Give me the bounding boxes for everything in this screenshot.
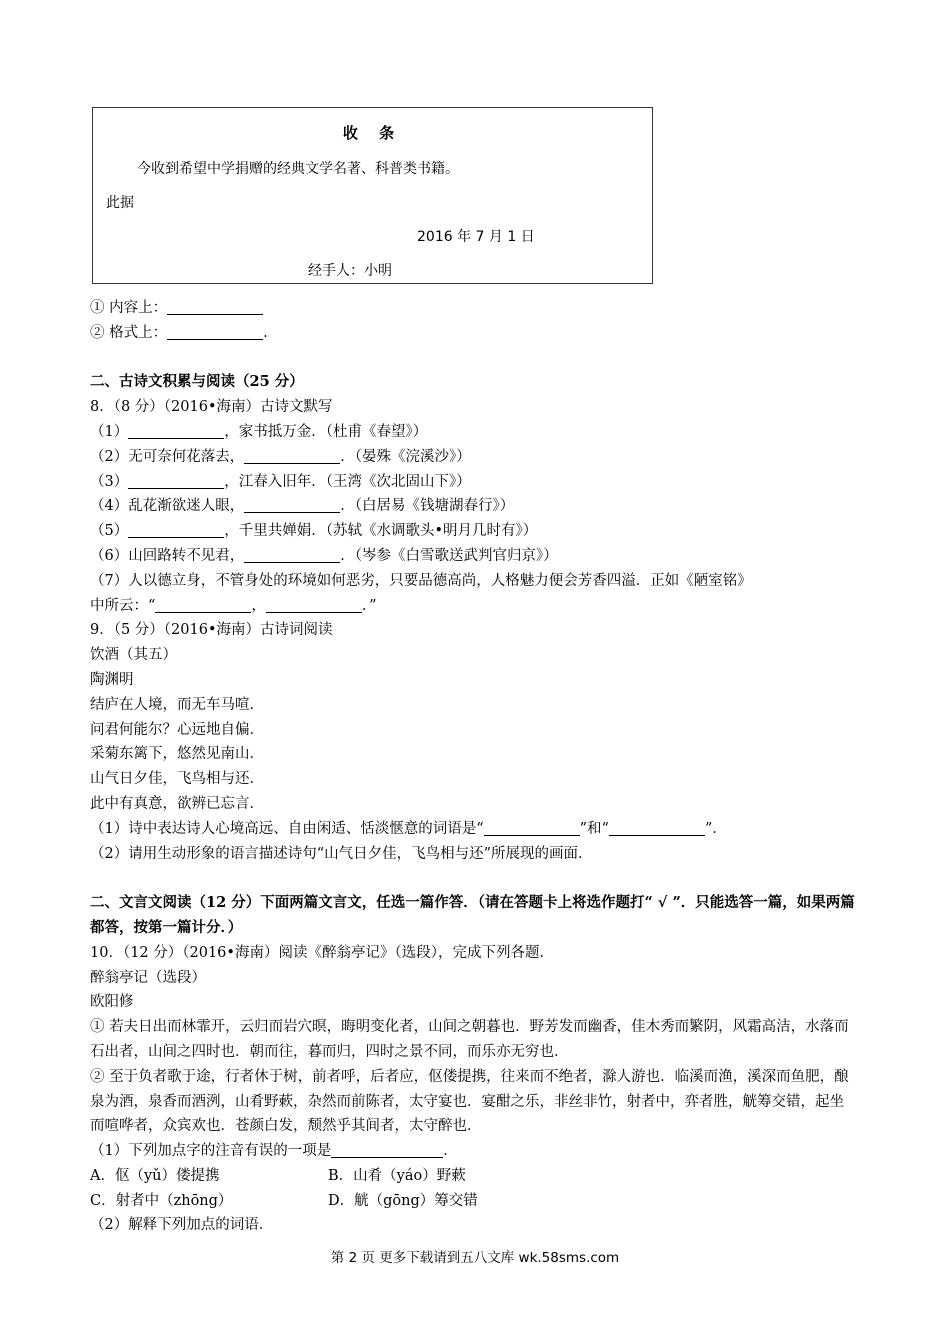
- text-author: 欧阳修: [90, 994, 134, 1011]
- answer-blank[interactable]: [266, 596, 362, 613]
- text-paragraph-2: ② 至于负者歌于途，行者休于树，前者呼，后者应，伛偻提携，往来而不绝者，滁人游也．临溪而渔，溪深而鱼肥，酿泉为酒，泉香而酒洌，山肴野蔌，杂然而前陈者，太守宴也．宴酣之乐，非丝非竹，射者中，弈者胜，觥筹交错，起坐而喧哗者，众宾欢也．苍颜白发，颓然乎其间者，太守醉也．: [90, 1068, 849, 1135]
- q9-sub-2: （2）请用生动形象的语言描述诗句“山气日夕佳，飞鸟相与还”所展现的画面．: [90, 845, 593, 862]
- question-9-title: 9．（5 分）（2016•海南）古诗词阅读: [90, 622, 333, 639]
- q8-line-7: （7）人以德立身，不管身处的环境如何恶劣，只要品德高尚，人格魅力便会芳香四溢．正如《陋室铭》: [90, 572, 752, 589]
- q8-line-2: （2）无可奈何花落去， ．（晏殊《浣溪沙》）: [90, 448, 471, 465]
- option-d[interactable]: D．觥（gōng）筹交错: [328, 1192, 478, 1209]
- q8-line-6: （6）山回路转不见君， ．（岑参《白雪歌送武判官归京》）: [90, 547, 558, 564]
- receipt-body: 今收到希望中学捐赠的经典文学名著、科普类书籍。: [137, 161, 459, 177]
- answer-blank[interactable]: [167, 298, 263, 315]
- answer-blank[interactable]: [244, 546, 340, 563]
- poem-title: 饮酒（其五）: [90, 647, 177, 664]
- answer-blank[interactable]: [128, 472, 224, 489]
- answer-blank[interactable]: [155, 596, 251, 613]
- answer-blank[interactable]: [244, 447, 340, 464]
- q9-sub-1: （1）诗中表达诗人心境高远、自由闲适、恬淡惬意的词语是“ ”和“ ”．: [90, 820, 727, 837]
- option-b[interactable]: B．山肴（yáo）野蔌: [328, 1167, 466, 1184]
- receipt-image: [92, 107, 653, 284]
- answer-line-content: ① 内容上：: [90, 296, 855, 321]
- answer-blank[interactable]: [167, 323, 263, 340]
- poem-line: 此中有真意，欲辨已忘言．: [90, 795, 264, 812]
- receipt-date: 2016 年 7 月 1 日: [417, 229, 535, 245]
- q8-line-3: （3） ，江春入旧年．（王湾《次北固山下》）: [90, 473, 471, 490]
- poem-line: 山气日夕佳，飞鸟相与还．: [90, 771, 264, 788]
- poem-line: 采菊东篱下，悠然见南山．: [90, 746, 264, 763]
- q8-line-5: （5） ，千里共婵娟．（苏轼《水调歌头•明月几时有》）: [90, 523, 538, 540]
- text-paragraph-1: ① 若夫日出而林霏开，云归而岩穴暝，晦明变化者，山间之朝暮也．野芳发而幽香，佳木秀而繁阴，风霜高洁，水落而石出者，山间之四时也．朝而往，暮而归，四时之景不同，而乐亦无穷也．: [90, 1019, 849, 1060]
- poem-line: 结庐在人境，而无车马喧．: [90, 696, 264, 713]
- q8-line-4: （4）乱花渐欲迷人眼， ．（白居易《钱塘湖春行》）: [90, 498, 515, 515]
- answer-blank[interactable]: [244, 496, 340, 513]
- answer-blank[interactable]: [609, 819, 705, 836]
- answer-line-format: ② 格式上： .: [90, 324, 268, 341]
- options-row-1: [90, 1164, 855, 1189]
- q10-sub-1: （1）下列加点字的注音有误的一项是 ．: [90, 1143, 458, 1160]
- answer-blank[interactable]: [331, 1141, 443, 1158]
- section-heading-poetry: 二、古诗文积累与阅读（25 分）: [90, 373, 304, 391]
- option-c[interactable]: C．射者中（zhōng）: [90, 1192, 233, 1209]
- option-a[interactable]: A．伛（yǔ）偻提携: [90, 1167, 220, 1184]
- q8-line-1: （1） ，家书抵万金．（杜甫《春望》）: [90, 423, 428, 440]
- question-10-title: 10．（12 分）（2016•海南）阅读《醉翁亭记》（选段），完成下列各题．: [90, 944, 554, 961]
- poem-line: 问君何能尔？心远地自偏．: [90, 721, 264, 738]
- answer-blank[interactable]: [128, 521, 224, 538]
- q10-sub-2: （2）解释下列加点的词语．: [90, 1217, 274, 1234]
- text-title: 醉翁亭记（选段）: [90, 969, 206, 986]
- q8-line-7-cont: 中所云：“ ， ．”: [90, 597, 377, 614]
- page-footer: 第 2 页 更多下载请到五八文库 wk.58sms.com: [330, 1250, 620, 1266]
- answer-blank[interactable]: [484, 819, 580, 836]
- receipt-title: 收 条: [342, 124, 403, 142]
- document-content: [90, 296, 855, 1238]
- question-8-title: 8．（8 分）（2016•海南）古诗文默写: [90, 399, 333, 416]
- receipt-ref: 此据: [106, 195, 134, 211]
- options-row-2: [90, 1189, 855, 1214]
- section-heading-classical: 二、文言文阅读（12 分）下面两篇文言文，任选一篇作答．（请在答题卡上将选作题打“ √ ”．只能选答一篇，如果两篇都答，按第一篇计分．）: [90, 894, 855, 936]
- poem-author: 陶渊明: [90, 671, 134, 688]
- receipt-handler: 经手人：小明: [308, 263, 392, 279]
- answer-blank[interactable]: [128, 422, 224, 439]
